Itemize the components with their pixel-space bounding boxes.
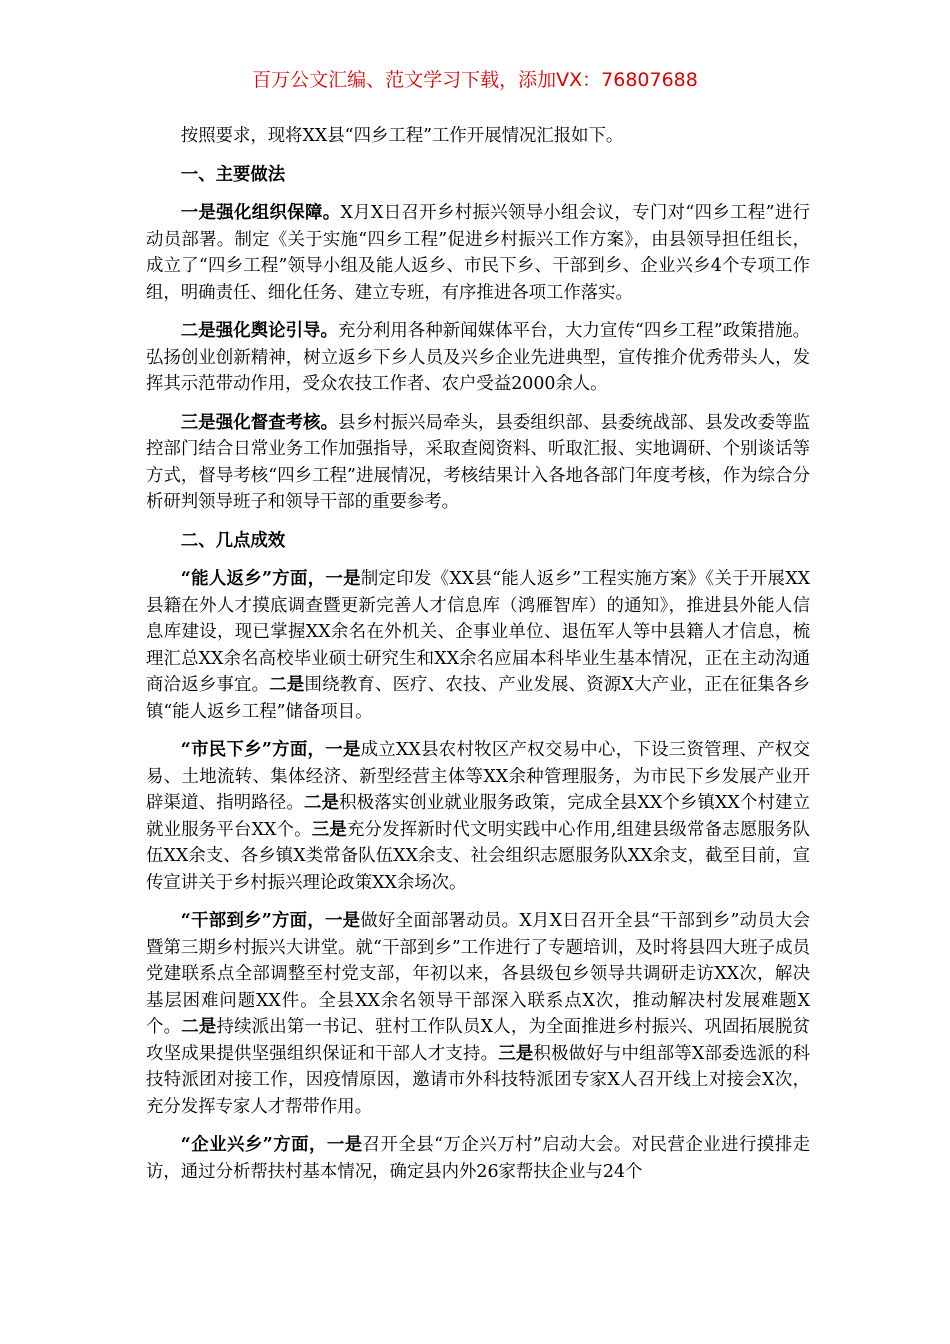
paragraph-text: X月X日召开乡村振兴领导小组会议，专门对“四乡工程”进行动员部署。制定《关于实施“四乡工程”促进乡村振兴工作方案》，由县领导担任组长，成立了“四乡工程”领导小组及能人返乡、市民下乡、干部到乡、企业兴乡4个专项工作组，明确责任、细化任务、建立专班，有序推进各项工作落实。 bbox=[146, 203, 810, 303]
paragraph-enterprises-countryside bbox=[146, 1132, 810, 1185]
paragraph-text: 充分发挥新时代文明实践中心作用,组建县级常备志愿服务队伍XX余支、各乡镇X类常备队伍XX余支、社会组织志愿服务队XX余支，截至目前，宣传宣讲关于乡村振兴理论政策XX余场次。 bbox=[146, 819, 810, 893]
lead-phrase: “能人返乡”方面，一是 bbox=[180, 569, 361, 589]
section-heading-results: 二、几点成效 bbox=[180, 530, 286, 551]
paragraph-text: 做好全面部署动员。X月X日召开全县“干部到乡”动员大会暨第三期乡村振兴大讲堂。就“干部到乡”工作进行了专题培训，及时将县四大班子成员党建联系点全部调整至村党支部，年初以来，各县级包乡领导共调研走访XX次，解决基层困难问题XX件。全县XX余名领导干部深入联系点X次，推动解决村发展难题X个。 bbox=[146, 911, 810, 1037]
promo-banner: 百万公文汇编、范文学习下载，添加VX：76807688 bbox=[252, 69, 698, 91]
paragraph-text: 积极落实创业就业服务政策，完成全县XX个乡镇XX个村建立就业服务平台XX个。 bbox=[146, 793, 810, 840]
paragraph-supervision bbox=[146, 410, 810, 516]
paragraph-cadres-countryside bbox=[146, 908, 810, 1120]
lead-phrase: 三是强化督查考核。 bbox=[180, 412, 339, 433]
lead-phrase: “市民下乡”方面，一是 bbox=[180, 740, 361, 760]
paragraph-text: 积极做好与中组部等X部委选派的科技特派团对接工作，因疫情原因，邀请市外科技特派团专家X人召开线上对接会X次，充分发挥专家人才帮带作用。 bbox=[146, 1043, 810, 1117]
lead-phrase: 二是 bbox=[181, 1017, 217, 1037]
lead-phrase: 三是 bbox=[498, 1043, 534, 1064]
lead-phrase: 二是 bbox=[269, 675, 305, 695]
paragraph-public-opinion bbox=[146, 318, 810, 398]
lead-phrase: 三是 bbox=[311, 819, 347, 840]
lead-phrase: 二是强化舆论引导。 bbox=[180, 321, 338, 341]
paragraph-talent-return bbox=[146, 566, 810, 725]
paragraph-text: 充分利用各种新闻媒体平台，大力宣传“四乡工程”政策措施。弘扬创业创新精神，树立返乡下乡人员及兴乡企业先进典型，宣传推介优秀带头人，发挥其示范带动作用，受众农技工作者、农户受益2000余人。 bbox=[146, 321, 810, 394]
lead-phrase: “干部到乡”方面，一是 bbox=[180, 911, 361, 931]
paragraph-citizens-countryside bbox=[146, 737, 810, 896]
paragraph-text: 围绕教育、医疗、农技、产业发展、资源X大产业，正在征集各乡镇“能人返乡工程”储备项目。 bbox=[146, 675, 810, 722]
paragraph-text: 县乡村振兴局牵头，县委组织部、县委统战部、县发改委等监控部门结合日常业务工作加强指导，采取查阅资料、听取汇报、实地调研、个别谈话等方式，督导考核“四乡工程”进展情况，考核结果计入各地各部门年度考核，作为综合分析研判领导班子和领导干部的重要参考。 bbox=[146, 412, 810, 512]
paragraph-text: 持续派出第一书记、驻村工作队员X人，为全面推进乡村振兴、巩固拓展脱贫攻坚成果提供坚强组织保证和干部人才支持。 bbox=[146, 1017, 810, 1064]
intro-paragraph: 按照要求，现将XX县“四乡工程”工作开展情况汇报如下。 bbox=[180, 126, 624, 146]
paragraph-text: 制定印发《XX县“能人返乡”工程实施方案》《关于开展XX县籍在外人才摸底调查暨更新完善人才信息库（鸿雁智库）的通知》，推进县外能人信息库建设，现已掌握XX余名在外机关、企事业单位、退伍军人等中县籍人才信息，梳理汇总XX余名高校毕业硕士研究生和XX余名应届本科毕业生基本情况，正在主动沟通商洽返乡事宜。 bbox=[146, 569, 810, 695]
paragraph-text: 召开全县“万企兴万村”启动大会。对民营企业进行摸排走访，通过分析帮扶村基本情况，确定县内外26家帮扶企业与24个 bbox=[146, 1135, 810, 1182]
lead-phrase: “企业兴乡”方面，一是 bbox=[180, 1135, 363, 1155]
lead-phrase: 二是 bbox=[303, 793, 340, 813]
section-heading-main-practices: 一、主要做法 bbox=[180, 164, 286, 185]
paragraph-text: 成立XX县农村牧区产权交易中心，下设三资管理、产权交易、土地流转、集体经济、新型经营主体等XX余种管理服务，为市民下乡发展产业开辟渠道、指明路径。 bbox=[146, 740, 811, 813]
lead-phrase: 一是强化组织保障。 bbox=[180, 203, 341, 223]
paragraph-organization bbox=[146, 200, 810, 306]
document-body bbox=[146, 123, 810, 1197]
